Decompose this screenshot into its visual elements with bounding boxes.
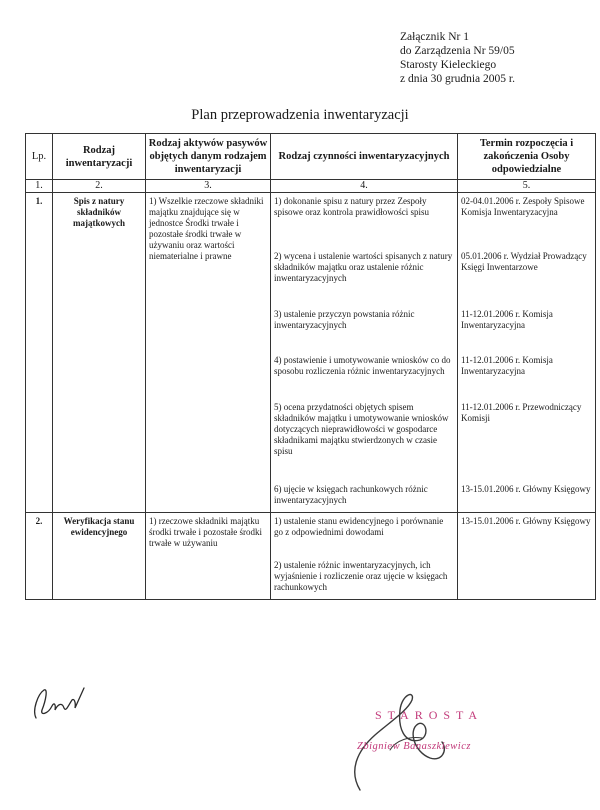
- row-terms: [458, 513, 596, 600]
- header-line: z dnia 30 grudnia 2005 r.: [400, 73, 515, 85]
- column-number: 1.: [26, 180, 53, 193]
- row-lp: 1.: [26, 193, 53, 513]
- activity-item: 2) ustalenie różnic inwentaryzacyjnych, ich wyjaśnienie i rozliczenie oraz ujęcie w księgach rachunkowych: [274, 560, 448, 592]
- column-number: 5.: [458, 180, 596, 193]
- header-line: Załącznik Nr 1: [400, 31, 469, 43]
- term-item: 02-04.01.2006 r. Zespoły Spisowe Komisja Inwentaryzacyjna: [461, 196, 585, 217]
- column-number: 2.: [53, 180, 146, 193]
- activity-item: 5) ocena przydatności objętych spisem składników majątku i umotywowanie wniosków dotyczących nieprawidłowości w gospodarce składnikami majątku stwierdzonych w czasie spisu: [274, 402, 449, 456]
- row-assets: 1) rzeczowe składniki majątku środki trwałe i pozostałe środki trwałe w używaniu: [146, 513, 271, 600]
- header-line: do Zarządzenia Nr 59/05: [400, 45, 515, 57]
- term-item: 05.01.2006 r. Wydział Prowadzący Księgi Inwentarzowe: [461, 251, 587, 272]
- table-row: [26, 193, 596, 513]
- activity-item: 4) postawienie i umotywowanie wniosków co do sposobu rozliczenia różnic inwentaryzacyjnych: [274, 355, 451, 376]
- activity-item: 1) ustalenie stanu ewidencyjnego i porównanie go z odpowiednimi dowodami: [274, 516, 444, 537]
- activity-item: 2) wycena i ustalenie wartości spisanych z natury składników majątku oraz ustalenie różnic inwentaryzacyjnych: [274, 251, 453, 283]
- official-stamp-name: Zbigniew Banaszkiewicz: [357, 741, 471, 752]
- header-assets: Rodzaj aktywów pasywów objętych danym rodzajem inwentaryzacji: [146, 134, 271, 180]
- document-title: Plan przeprowadzenia inwentaryzacji: [191, 107, 409, 123]
- column-number: 3.: [146, 180, 271, 193]
- handwritten-initials-signature: [28, 680, 98, 730]
- activity-item: 1) dokonanie spisu z natury przez Zespoły spisowe oraz kontrola prawidłowości spisu: [274, 196, 429, 217]
- term-item: 13-15.01.2006 r. Główny Księgowy: [461, 484, 591, 494]
- row-assets: 1) Wszelkie rzeczowe składniki majątku znajdujące się w jednostce Środki trwałe i pozostałe środki trwałe w używaniu oraz wartości niematerialne i prawne: [146, 193, 271, 513]
- activity-item: 3) ustalenie przyczyn powstania różnic inwentaryzacyjnych: [274, 309, 415, 330]
- table-row: [26, 513, 596, 600]
- term-item: 13-15.01.2006 r. Główny Księgowy: [461, 516, 591, 526]
- inventory-plan-table: [25, 133, 596, 600]
- row-lp: 2.: [26, 513, 53, 600]
- term-item: 11-12.01.2006 r. Komisja Inwentaryzacyjna: [461, 309, 553, 330]
- header-activities: Rodzaj czynności inwentaryzacyjnych: [271, 134, 458, 180]
- handwritten-signature: [330, 680, 480, 800]
- official-stamp-title: STAROSTA: [375, 708, 484, 722]
- term-item: 11-12.01.2006 r. Komisja Inwentaryzacyjna: [461, 355, 553, 376]
- activity-item: 6) ujęcie w księgach rachunkowych różnic inwentaryzacyjnych: [274, 484, 428, 505]
- row-activities: [271, 193, 458, 513]
- header-lp: Lp.: [26, 134, 53, 180]
- row-kind: Weryfikacja stanu ewidencyjnego: [53, 513, 146, 600]
- row-activities: [271, 513, 458, 600]
- attachment-header: [400, 30, 515, 86]
- term-item: 11-12.01.2006 r. Przewodniczący Komisji: [461, 402, 582, 423]
- row-terms: [458, 193, 596, 513]
- header-line: Starosty Kieleckiego: [400, 59, 497, 71]
- column-number-row: [26, 180, 596, 193]
- column-number: 4.: [271, 180, 458, 193]
- table-header-row: [26, 134, 596, 180]
- header-kind: Rodzaj inwentaryzacji: [53, 134, 146, 180]
- header-term: Termin rozpoczęcia i zakończenia Osoby odpowiedzialne: [458, 134, 596, 180]
- row-kind: Spis z natury składników majątkowych: [53, 193, 146, 513]
